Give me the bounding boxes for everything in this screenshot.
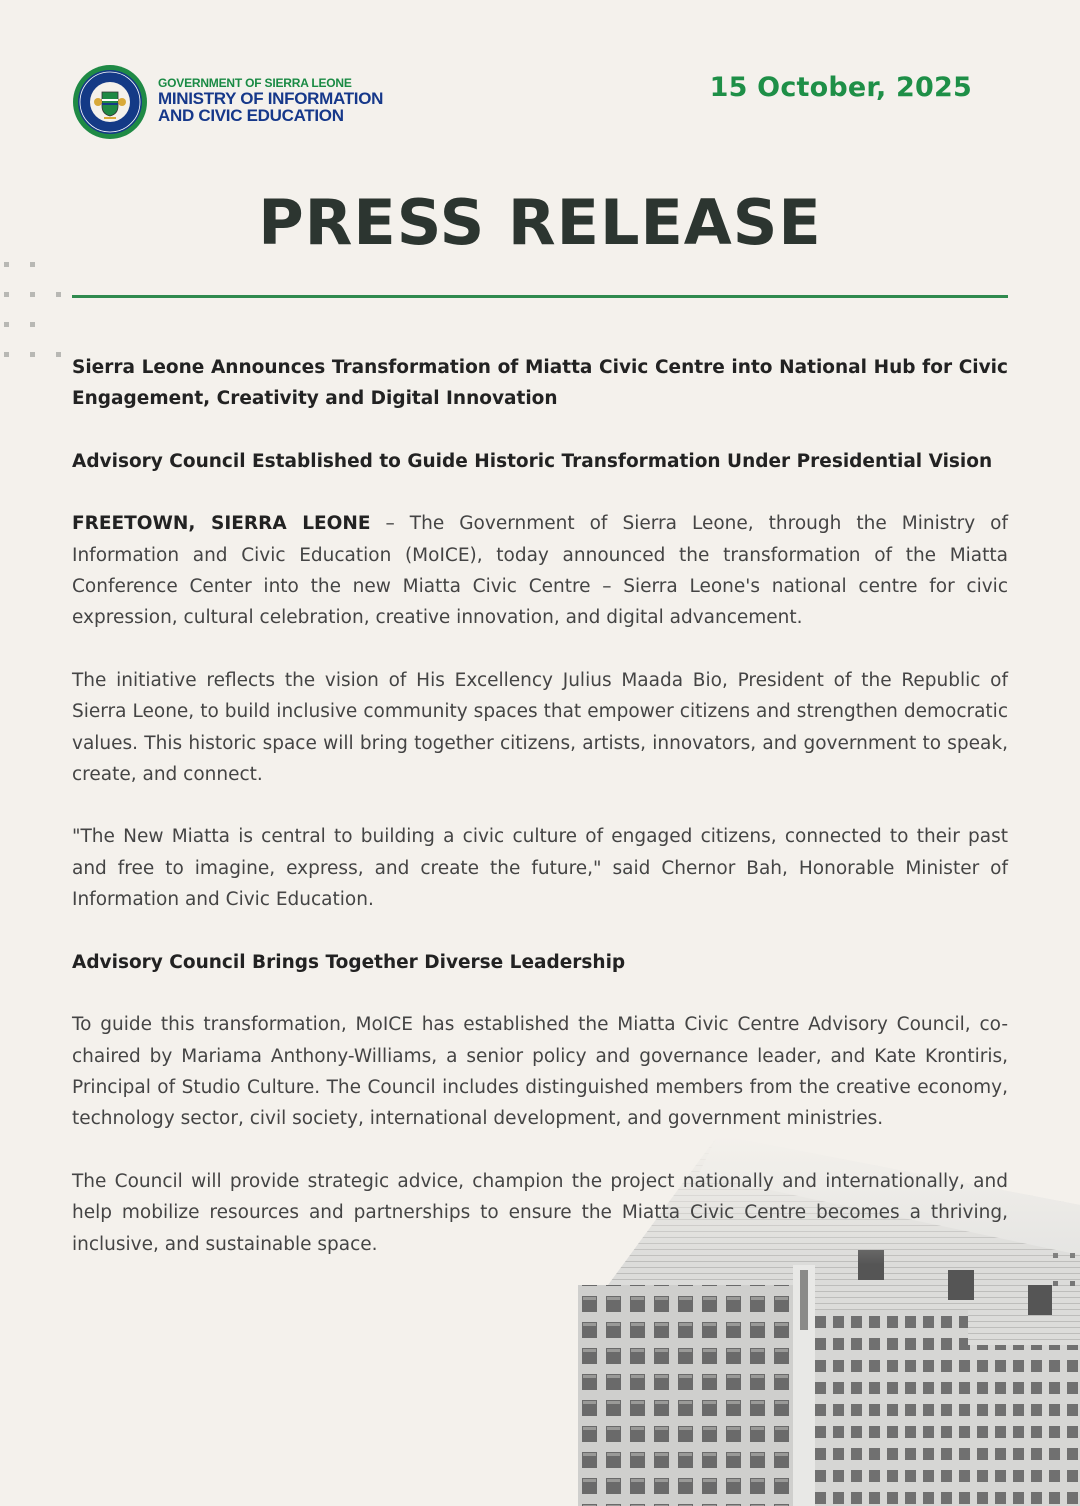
- page-title: PRESS RELEASE: [258, 186, 822, 259]
- paragraph-minister-quote: "The New Miatta is central to building a civic culture of engaged citizens, connected to their past and free to imagine, express, and create the future," said Chernor Bah, Honorable Minister of Information and Civic Education.: [72, 826, 1008, 911]
- headline: Sierra Leone Announces Transformation of Miatta Civic Centre into National Hub for Civic Engagement, Creativity and Digital Innovation: [72, 357, 1008, 410]
- paragraph-presidential-vision: The initiative reflects the vision of His Excellency Julius Maada Bio, President of the Republic of Sierra Leone, to build inclusive community spaces that empower citizens and strengthen democratic values. This historic space will bring together citizens, artists, innovators, and government to speak, create, and connect.: [72, 669, 1008, 786]
- dateline: FREETOWN, SIERRA LEONE: [72, 513, 371, 535]
- ministry-name-line-1: MINISTRY OF INFORMATION: [158, 89, 384, 108]
- paragraph-1-text: – The Government of Sierra Leone, through the Ministry of Information and Civic Education (MoICE), today announced the transformation of the Miatta Conference Center into the new Miatta Civic Centre – Sierra Leone's national centre for civic expression, cultural celebration, creative innovation, and digital advancement.: [72, 513, 1009, 629]
- title-divider: [72, 295, 1008, 298]
- subheading-diverse-leadership: Advisory Council Brings Together Diverse Leadership: [72, 951, 626, 973]
- coat-of-arms-seal-icon: [72, 64, 148, 140]
- paragraph-council-members: To guide this transformation, MoICE has established the Miatta Civic Centre Advisory Council, co-chaired by Mariama Anthony-Williams, a senior policy and governance leader, and Kate Krontiris, Principal of Studio Culture. The Council includes distinguished members from the creative economy, technology sector, civil society, international development, and government ministries.: [72, 1014, 1008, 1130]
- decorative-dots-left: [0, 258, 70, 362]
- government-label: GOVERNMENT OF SIERRA LEONE: [158, 76, 352, 90]
- subheading-advisory-council: Advisory Council Established to Guide Historic Transformation Under Presidential Vision: [72, 450, 993, 472]
- paragraph-announcement: [72, 508, 1008, 634]
- paragraph-council-role: The Council will provide strategic advice, champion the project nationally and internationally, and help mobilize resources and partnerships to ensure the Miatta Civic Centre becomes a thriving, inclusive, and sustainable space.: [72, 1170, 1008, 1255]
- ministry-name-line-2: AND CIVIC EDUCATION: [158, 106, 344, 125]
- release-date: 15 October, 2025: [709, 72, 972, 103]
- ministry-wordmark: [158, 76, 458, 124]
